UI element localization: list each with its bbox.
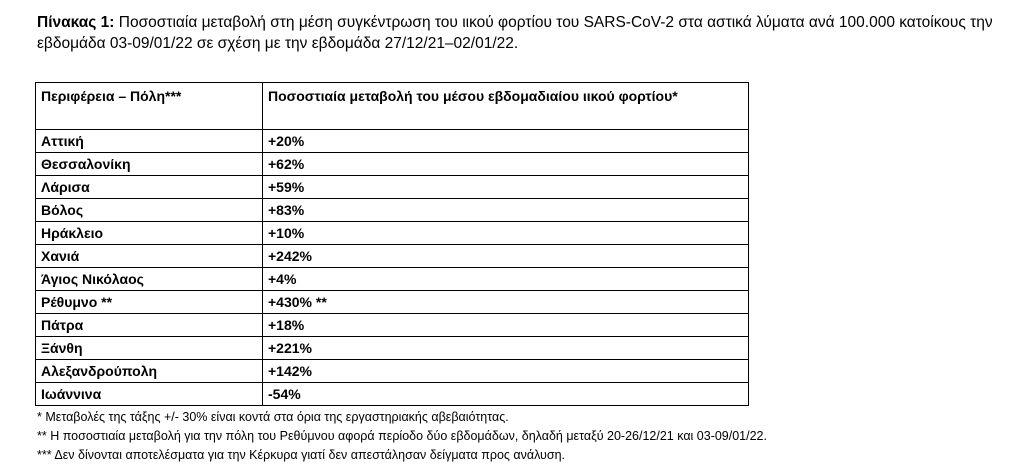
footnote-rethymno: ** Η ποσοστιαία μεταβολή για την πόλη του Ρεθύμνου αφορά περίοδο δύο εβδομάδων, δηλαδή μεταξύ 20-26/12/21 και 03-09/01/22.: [37, 429, 767, 443]
change-cell: +430% **: [263, 291, 749, 314]
change-cell: +10%: [263, 222, 749, 245]
change-cell: +4%: [263, 268, 749, 291]
caption-text: Ποσοστιαία μεταβολή στη μέση συγκέντρωση του ιικού φορτίου του SARS-CoV-2 στα αστικά λύματα ανά 100.000 κατοίκους την εβδομάδα 03-09/01/22 σε σχέση με την εβδομάδα 27/12/21–02/01/22.: [37, 14, 993, 52]
city-cell: Θεσσαλονίκη: [36, 153, 263, 176]
table-row: [36, 268, 749, 291]
city-cell: Ιωάννινα: [36, 383, 263, 406]
city-cell: Αλεξανδρούπολη: [36, 360, 263, 383]
header-region-city: Περιφέρεια – Πόλη***: [36, 83, 263, 130]
footnote-corfu: *** Δεν δίνονται αποτελέσματα για την Κέρκυρα γιατί δεν απεστάλησαν δείγματα προς ανάλυση.: [37, 448, 566, 462]
city-cell: Άγιος Νικόλαος: [36, 268, 263, 291]
table-row: [36, 199, 749, 222]
table-row: [36, 383, 749, 406]
table-row: [36, 153, 749, 176]
table-row: [36, 176, 749, 199]
city-cell: Ξάνθη: [36, 337, 263, 360]
city-cell: Αττική: [36, 130, 263, 153]
change-cell: -54%: [263, 383, 749, 406]
footnotes: [37, 408, 767, 465]
city-cell: Χανιά: [36, 245, 263, 268]
table-row: [36, 130, 749, 153]
change-cell: +242%: [263, 245, 749, 268]
viral-load-table: [35, 82, 749, 406]
table-row: [36, 314, 749, 337]
change-cell: +62%: [263, 153, 749, 176]
change-cell: +20%: [263, 130, 749, 153]
city-cell: Λάρισα: [36, 176, 263, 199]
city-cell: Βόλος: [36, 199, 263, 222]
table-row: [36, 360, 749, 383]
table-caption: [37, 12, 997, 54]
city-cell: Πάτρα: [36, 314, 263, 337]
footnote-uncertainty: * Μεταβολές της τάξης +/- 30% είναι κοντά στα όρια της εργαστηριακής αβεβαιότητας.: [37, 410, 509, 424]
change-cell: +18%: [263, 314, 749, 337]
table-row: [36, 245, 749, 268]
caption-label: Πίνακας 1:: [37, 14, 115, 31]
header-percent-change: Ποσοστιαία μεταβολή του μέσου εβδομαδιαίου ιικού φορτίου*: [263, 83, 749, 130]
change-cell: +83%: [263, 199, 749, 222]
table-row: [36, 291, 749, 314]
city-cell: Ρέθυμνο **: [36, 291, 263, 314]
change-cell: +59%: [263, 176, 749, 199]
city-cell: Ηράκλειο: [36, 222, 263, 245]
table-row: [36, 222, 749, 245]
change-cell: +142%: [263, 360, 749, 383]
table-header-row: [36, 83, 749, 130]
change-cell: +221%: [263, 337, 749, 360]
table-row: [36, 337, 749, 360]
